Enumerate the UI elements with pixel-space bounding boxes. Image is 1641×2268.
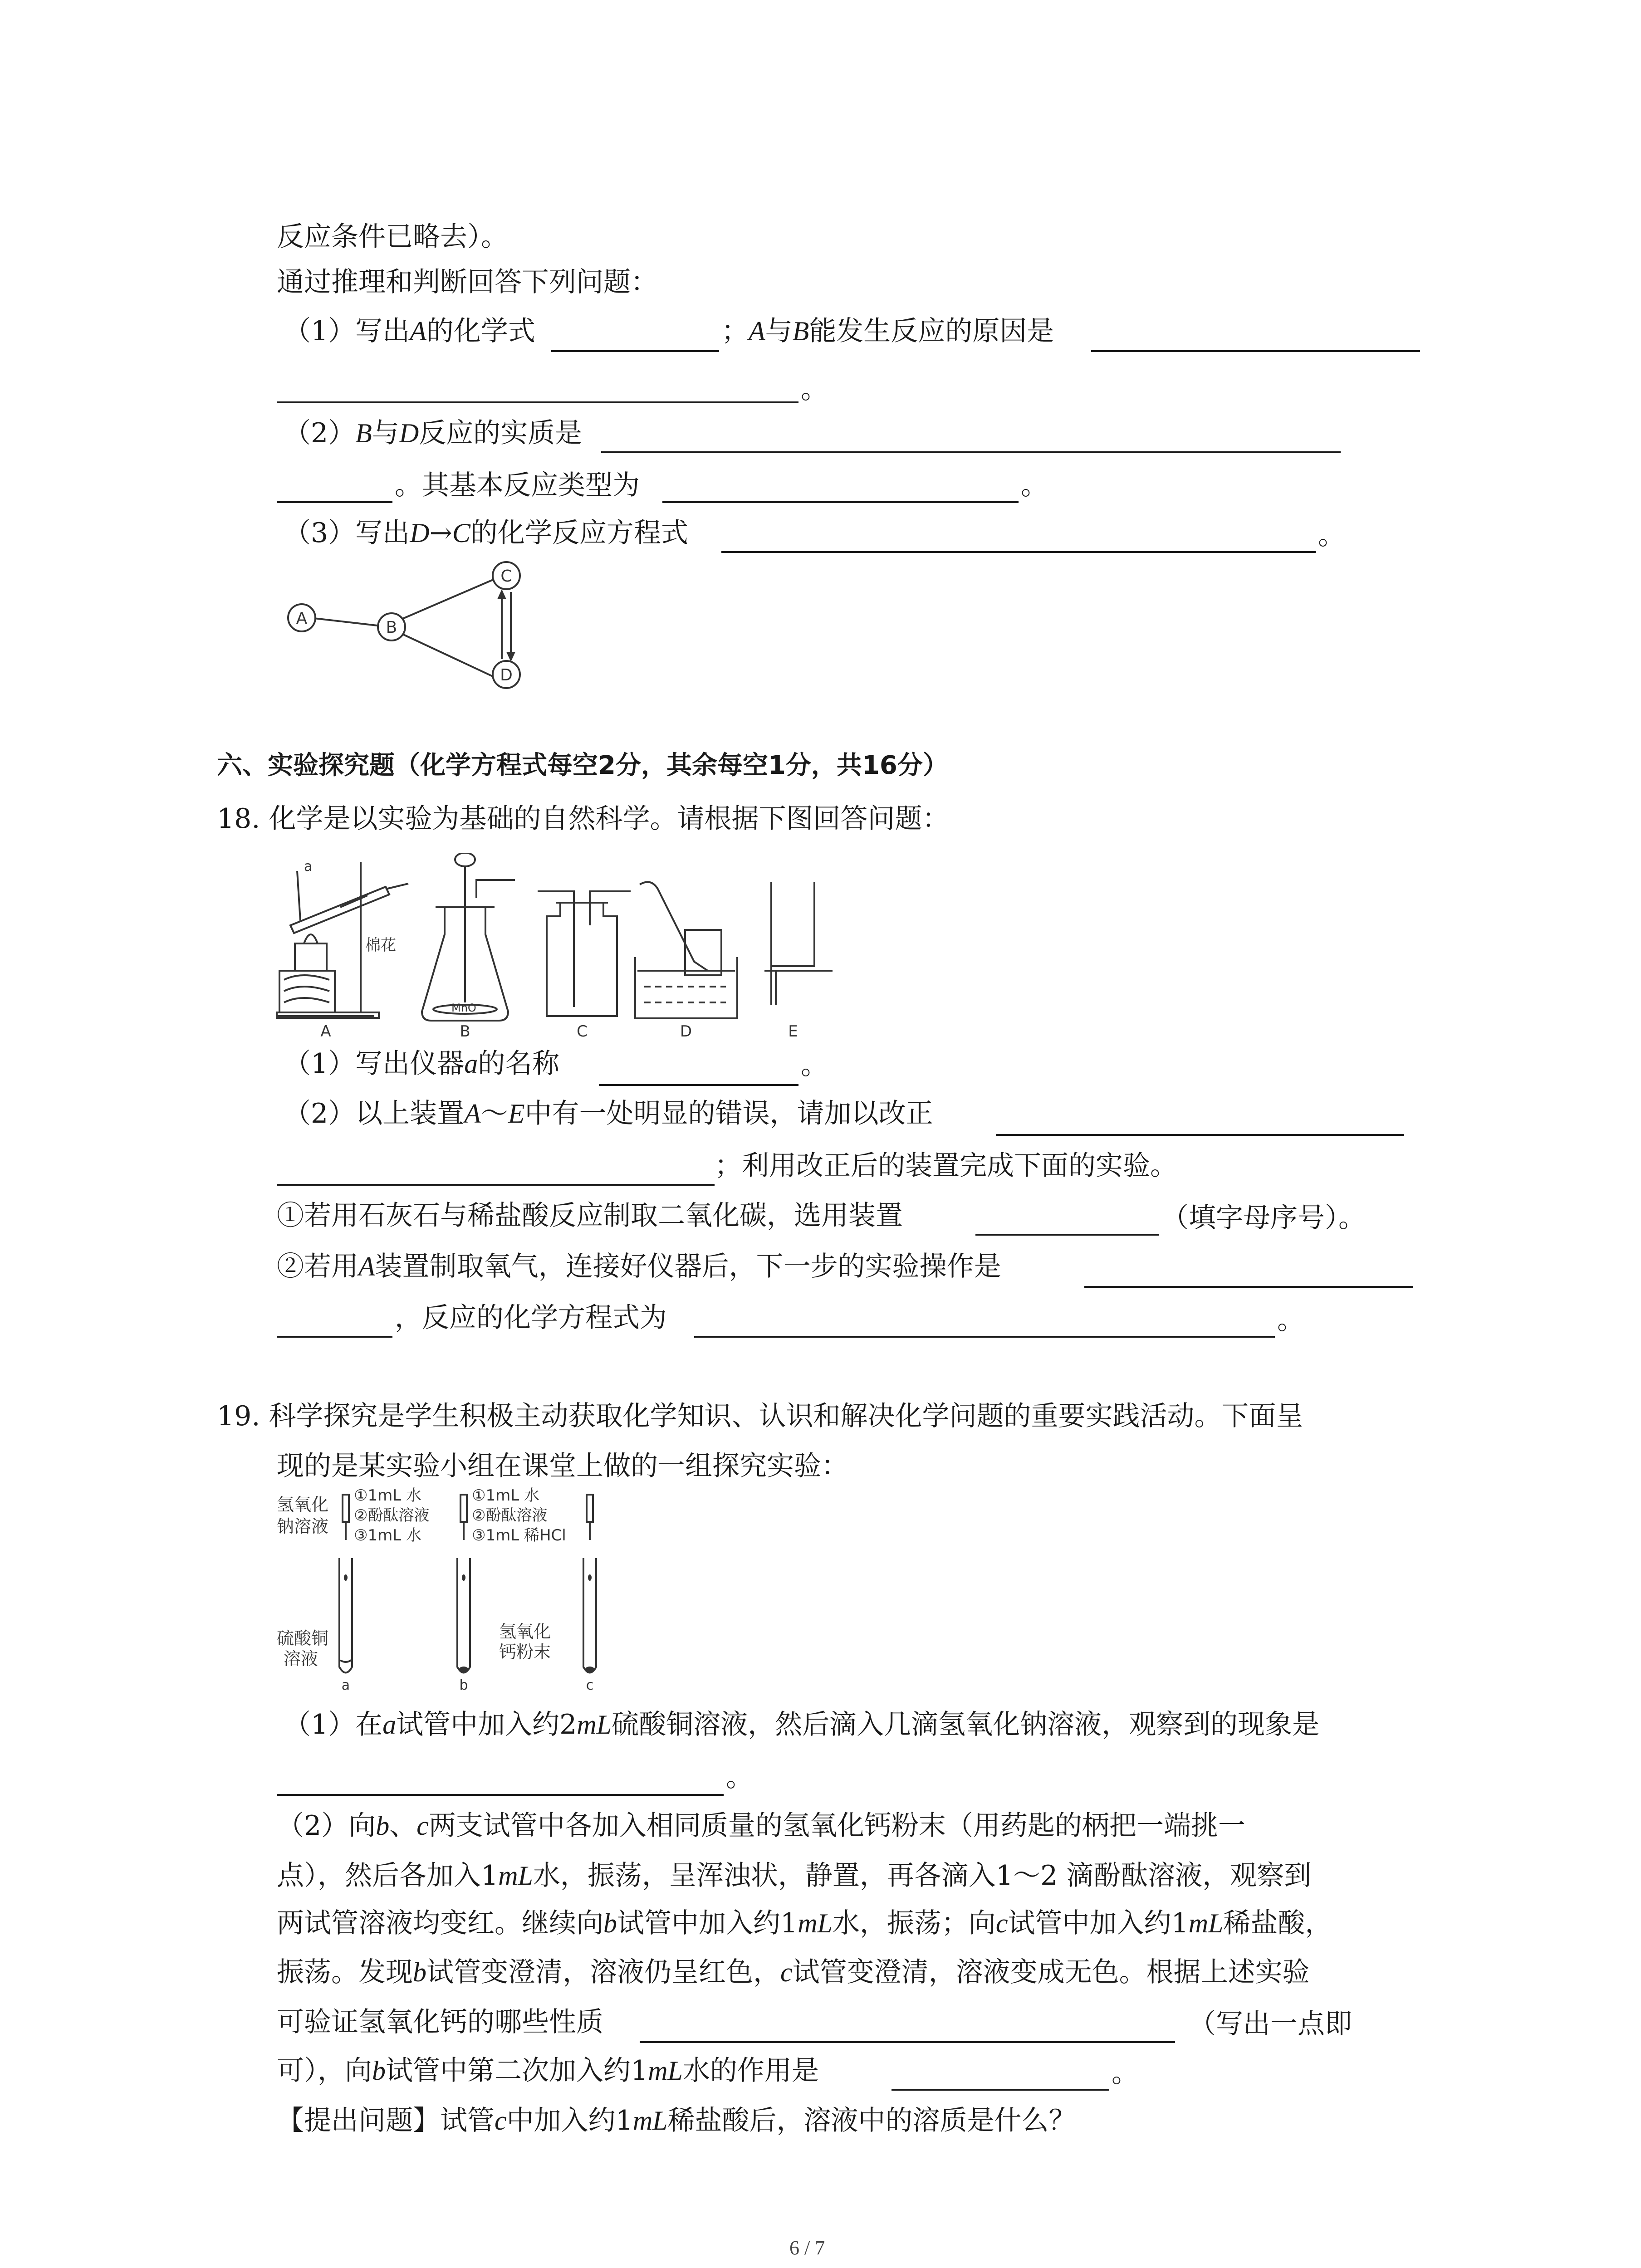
node-a-label: A — [296, 609, 308, 628]
apparatus-label-a: a — [304, 859, 313, 875]
q19-part2-line5-b: （写出一点即 — [1189, 2008, 1352, 2040]
q19-part2-line2: 点），然后各加入1mL水，振荡，呈浑浊状，静置，再各滴入1～2 滴酚酞溶液，观察到 — [277, 1860, 1312, 1892]
q17-part1-b: ；A与B能发生反应的原因是 — [721, 315, 1054, 347]
q19-fig-naoh-2: 钠溶液 — [277, 1516, 329, 1536]
q19-stem-line1: 19. 科学探究是学生积极主动获取化学知识、认识和解决化学问题的重要实践活动。下面呈 — [217, 1400, 1303, 1432]
q17-end1: 。 — [801, 373, 828, 405]
q17-blank-reason[interactable] — [1091, 350, 1420, 352]
q19-fig-cuso4-2: 溶液 — [284, 1649, 318, 1669]
q18-blank-correction-cont[interactable] — [277, 1184, 715, 1186]
node-c-label: C — [500, 567, 512, 586]
q19-fig-c-step3: ③1mL 稀HCl — [472, 1526, 566, 1545]
q19-part2-line4: 振荡。发现b试管变澄清，溶液仍呈红色，c试管变澄清，溶液变成无色。根据上述实验 — [277, 1956, 1310, 1988]
apparatus-label-B: B — [460, 1022, 470, 1039]
q17-part2-end: 。 — [1021, 469, 1048, 501]
q18-part2-b: ；利用改正后的装置完成下面的实验。 — [715, 1150, 1177, 1182]
apparatus-label-E: E — [788, 1022, 798, 1039]
q18-sub1: ①若用石灰石与稀盐酸反应制取二氧化碳，选用装置 — [277, 1200, 903, 1232]
apparatus-label-mno2: MnO — [451, 1002, 476, 1014]
node-b-label: B — [386, 618, 397, 637]
q19-question: 【提出问题】试管c中加入约1mL稀盐酸后，溶液中的溶质是什么？ — [277, 2105, 1076, 2136]
q18-sub2-b: ，反应的化学方程式为 — [395, 1302, 667, 1334]
q18-stem: 18. 化学是以实验为基础的自然科学。请根据下图回答问题： — [217, 803, 950, 835]
q18-blank-equation[interactable] — [694, 1336, 1275, 1338]
q18-sub2: ②若用A装置制取氧气，连接好仪器后，下一步的实验操作是 — [277, 1251, 1001, 1282]
q19-fig-b-step3: ③1mL 水 — [354, 1526, 421, 1545]
q19-blank-purpose[interactable] — [892, 2089, 1109, 2091]
q17-blank-reason-cont[interactable] — [277, 401, 798, 403]
q17-part2: （2）B与D反应的实质是 — [284, 417, 583, 449]
q18-part2: （2）以上装置A～E中有一处明显的错误，请加以改正 — [284, 1098, 933, 1129]
q19-part2-line6: 可），向b试管中第二次加入约1mL水的作用是 — [277, 2055, 819, 2087]
q17-blank-reaction-type[interactable] — [662, 501, 1019, 503]
q19-fig-c-step2: ②酚酞溶液 — [472, 1506, 548, 1525]
q19-blank-property[interactable] — [640, 2041, 1175, 2043]
q18-sub1-b: （填字母序号）。 — [1161, 1202, 1366, 1234]
q17-relationship-diagram — [272, 556, 535, 692]
q17-part3: （3）写出D→C的化学反应方程式 — [284, 517, 688, 549]
apparatus-label-C: C — [577, 1022, 588, 1039]
q19-part2-line1: （2）向b、c两支试管中各加入相同质量的氢氧化钙粉末（用药匙的柄把一端挑一 — [277, 1810, 1245, 1842]
node-d-label: D — [500, 666, 513, 684]
apparatus-label-D: D — [680, 1022, 692, 1039]
q18-blank-operation-cont[interactable] — [277, 1336, 392, 1338]
q17-part2-b: 。其基本反应类型为 — [395, 469, 640, 501]
q17-part1: （1）写出A的化学式 — [284, 315, 535, 347]
q19-fig-c-step1: ①1mL 水 — [472, 1486, 539, 1505]
q19-part1-end: 。 — [726, 1761, 753, 1793]
q17-blank-equation[interactable] — [721, 551, 1316, 553]
q19-fig-cuso4-1: 硫酸铜 — [277, 1628, 329, 1648]
q17-blank-formula-a[interactable] — [551, 350, 719, 352]
q19-part1: （1）在a试管中加入约2mL硫酸铜溶液，然后滴入几滴氢氧化钠溶液，观察到的现象是 — [284, 1709, 1320, 1740]
q17-intro: 通过推理和判断回答下列问题： — [277, 266, 658, 298]
q19-part2-line5: 可验证氢氧化钙的哪些性质 — [277, 2006, 603, 2038]
apparatus-label-cotton: 棉花 — [365, 936, 396, 954]
q19-fig-b-step2: ②酚酞溶液 — [354, 1506, 430, 1525]
apparatus-label-A: A — [320, 1022, 331, 1039]
q18-blank-correction[interactable] — [996, 1134, 1404, 1136]
q19-part2-line3: 两试管溶液均变红。继续向b试管中加入约1mL水，振荡；向c试管中加入约1mL稀盐酸， — [277, 1907, 1332, 1939]
q17-blank-essence[interactable] — [601, 451, 1341, 453]
q19-fig-caoh-1: 氢氧化 — [499, 1622, 551, 1642]
q18-part1-end: 。 — [801, 1049, 828, 1081]
q18-apparatus-figure — [272, 853, 871, 1039]
q18-part1: （1）写出仪器a的名称 — [284, 1048, 560, 1080]
q18-sub2-end: 。 — [1277, 1304, 1304, 1336]
q17-part3-end: 。 — [1318, 519, 1345, 551]
q18-blank-device[interactable] — [975, 1234, 1159, 1236]
q19-fig-caoh-2: 钙粉末 — [499, 1642, 551, 1662]
q19-part2-line6-end: 。 — [1112, 2057, 1139, 2089]
q18-blank-operation[interactable] — [1084, 1286, 1413, 1288]
q19-fig-label-b: b — [459, 1677, 468, 1692]
q17-line-cont: 反应条件已略去）。 — [277, 221, 508, 253]
page-number: 6 / 7 — [789, 2237, 825, 2259]
q18-blank-instrument[interactable] — [599, 1084, 798, 1086]
q19-fig-label-a: a — [341, 1677, 350, 1692]
q19-fig-naoh-1: 氢氧化 — [277, 1495, 329, 1515]
q19-test-tube-figure — [277, 1483, 622, 1692]
q19-fig-b-step1: ①1mL 水 — [354, 1486, 421, 1505]
q19-stem-line2: 现的是某实验小组在课堂上做的一组探究实验： — [277, 1450, 848, 1482]
q17-blank-essence-cont[interactable] — [277, 501, 392, 503]
section6-heading: 六、实验探究题（化学方程式每空2分，其余每空1分，共16分） — [217, 751, 948, 780]
q19-fig-label-c: c — [586, 1677, 594, 1692]
q19-blank-phenomenon[interactable] — [277, 1794, 724, 1796]
